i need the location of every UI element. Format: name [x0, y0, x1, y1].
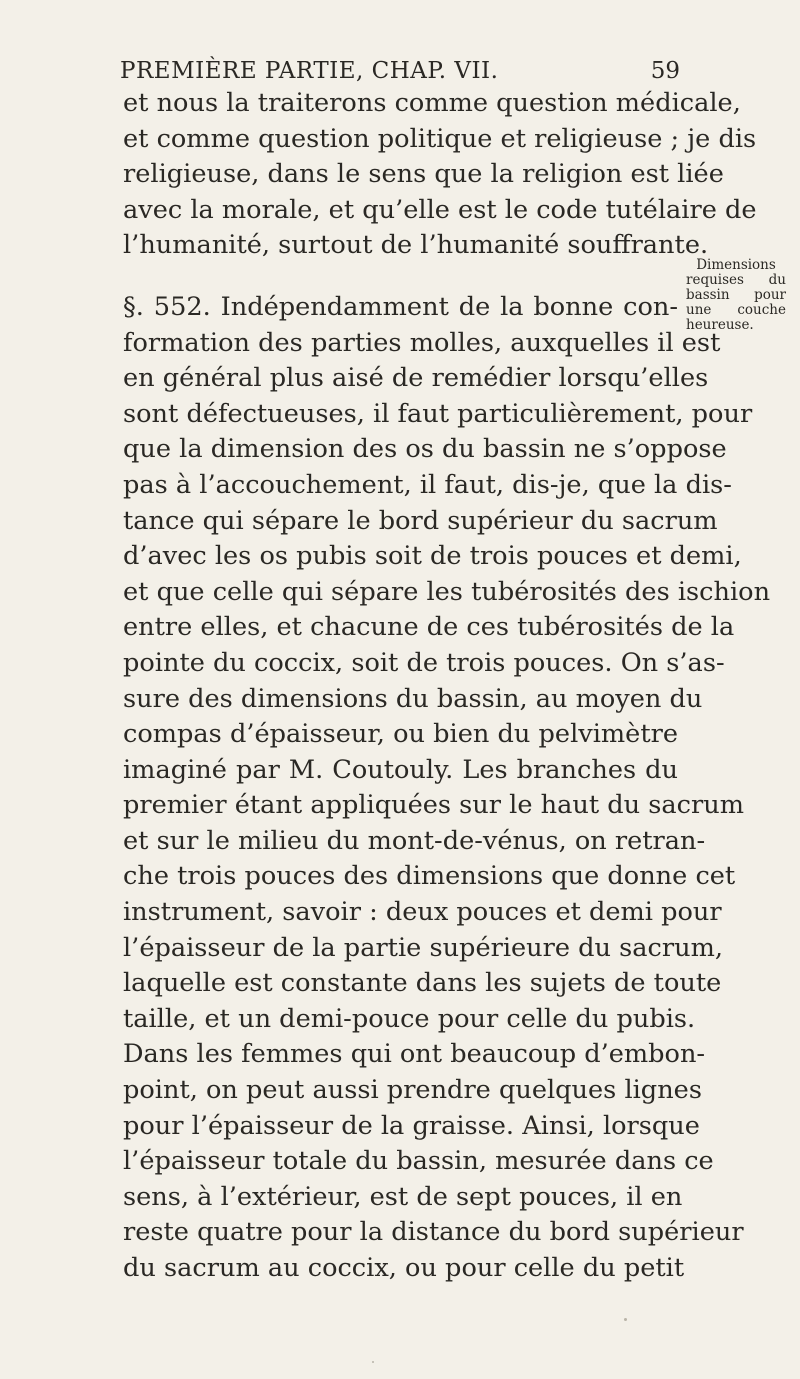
- text-line: d’avec les os pubis soit de trois pouces et demi,: [123, 541, 742, 572]
- text-line: taille, et un demi-pouce pour celle du pubis.: [123, 1003, 696, 1034]
- margin-note-line: requises du: [686, 272, 786, 288]
- running-title: PREMIÈRE PARTIE, CHAP. VII.: [120, 58, 499, 84]
- text-line: du sacrum au coccix, ou pour celle du petit: [123, 1253, 685, 1283]
- text-line: l’épaisseur totale du bassin, mesurée dans ce: [123, 1146, 714, 1177]
- text-line: Dans les femmes qui ont beaucoup d’embon-: [123, 1039, 706, 1070]
- text-line: point, on peut aussi prendre quelques lignes: [123, 1075, 702, 1106]
- text-line: pas à l’accouchement, il faut, dis-je, que la dis-: [123, 469, 732, 500]
- text-line: premier étant appliquées sur le haut du sacrum: [123, 790, 744, 821]
- text-line: et comme question politique et religieuse ; je dis: [123, 123, 757, 154]
- text-line: compas d’épaisseur, ou bien du pelvimètre: [123, 719, 678, 750]
- text-line: §. 552. Indépendamment de la bonne con-: [123, 291, 678, 322]
- text-line: tance qui sépare le bord supérieur du sacrum: [123, 505, 718, 536]
- text-line: avec la morale, et qu’elle est le code tutélaire de: [123, 194, 757, 225]
- paragraph-1: [123, 86, 757, 264]
- paper-speck: [372, 1361, 374, 1363]
- text-line: et sur le milieu du mont-de-vénus, on retran-: [123, 825, 706, 856]
- text-line: en général plus aisé de remédier lorsqu’elles: [123, 363, 709, 394]
- text-line: sont défectueuses, il faut particulièrement, pour: [123, 398, 753, 429]
- text-line: pour l’épaisseur de la graisse. Ainsi, lorsque: [123, 1110, 700, 1141]
- text-line: et que celle qui sépare les tubérosités des ischion: [123, 576, 771, 607]
- margin-note-line: une couche: [686, 302, 786, 318]
- text-line: l’épaisseur de la partie supérieure du sacrum,: [123, 932, 724, 963]
- text-line: l’humanité, surtout de l’humanité souffrante.: [123, 230, 709, 261]
- text-line: sens, à l’extérieur, est de sept pouces, il en: [123, 1181, 683, 1212]
- text-line: sure des dimensions du bassin, au moyen du: [123, 683, 703, 714]
- running-head: [120, 46, 680, 86]
- text-line: che trois pouces des dimensions que donne cet: [123, 861, 736, 892]
- margin-note: [686, 258, 786, 333]
- text-line: et nous la traiterons comme question médicale,: [123, 88, 741, 118]
- page-number: 59: [650, 58, 680, 84]
- paragraph-gap: [123, 264, 678, 290]
- text-line: pointe du coccix, soit de trois pouces. On s’as-: [123, 647, 725, 678]
- paper-speck: [624, 1318, 627, 1321]
- margin-note-line: heureuse.: [686, 317, 754, 333]
- text-line: laquelle est constante dans les sujets de toute: [123, 968, 722, 999]
- margin-note-line: Dimensions: [696, 257, 776, 273]
- text-line: entre elles, et chacune de ces tubérosités de la: [123, 612, 735, 643]
- text-line: que la dimension des os du bassin ne s’oppose: [123, 434, 727, 465]
- margin-note-line: bassin pour: [686, 287, 786, 303]
- text-line: religieuse, dans le sens que la religion est liée: [123, 159, 724, 190]
- text-line: reste quatre pour la distance du bord supérieur: [123, 1217, 744, 1248]
- text-line: formation des parties molles, auxquelles il est: [123, 327, 721, 358]
- text-line: instrument, savoir : deux pouces et demi pour: [123, 897, 722, 928]
- text-line: imaginé par M. Coutouly. Les branches du: [123, 754, 678, 785]
